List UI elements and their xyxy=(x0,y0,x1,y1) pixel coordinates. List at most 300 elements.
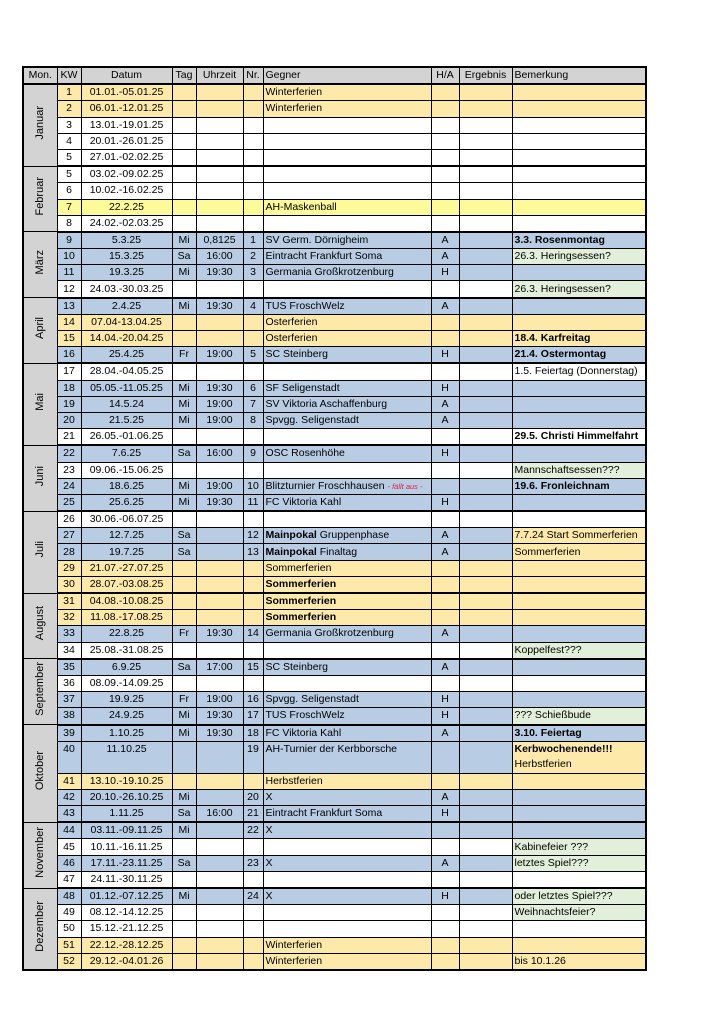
bemerkung-cell xyxy=(512,626,646,642)
nr-cell xyxy=(243,953,263,970)
cancelled-note: - fällt aus - xyxy=(387,481,423,491)
nr-cell: 22 xyxy=(243,822,263,839)
nr-cell xyxy=(243,773,263,789)
uhrzeit-cell xyxy=(196,528,243,544)
kw-cell: 16 xyxy=(57,347,81,364)
month-label: Dezember xyxy=(34,900,47,952)
ha-cell xyxy=(431,593,459,610)
table-row xyxy=(23,921,646,937)
tag-cell xyxy=(172,281,196,298)
kw-cell: 42 xyxy=(57,789,81,805)
header-gegner: Gegner xyxy=(263,67,431,84)
bemerkung-text: 21.4. Ostermontag xyxy=(514,348,607,361)
gegner-cell xyxy=(263,347,431,364)
ha-cell xyxy=(431,511,459,528)
tag-cell: Mi xyxy=(172,396,196,412)
ergebnis-cell xyxy=(459,822,512,839)
ergebnis-cell xyxy=(459,347,512,364)
gegner-cell xyxy=(263,855,431,871)
month-label: Februar xyxy=(34,177,47,216)
nr-cell xyxy=(243,199,263,215)
ha-cell xyxy=(431,560,459,576)
ergebnis-cell xyxy=(459,642,512,659)
table-row xyxy=(23,511,646,528)
ha-cell: H xyxy=(431,494,459,511)
gegner-text: Germania Großkrotzenburg xyxy=(265,266,394,279)
gegner-text: AH-Maskenball xyxy=(265,200,337,213)
table-row xyxy=(23,871,646,888)
ergebnis-cell xyxy=(459,265,512,281)
bemerkung-cell xyxy=(512,855,646,871)
table-row xyxy=(23,265,646,281)
gegner-cell xyxy=(263,215,431,232)
ha-cell xyxy=(431,183,459,199)
table-row xyxy=(23,215,646,232)
bemerkung-text: 26.3. Heringsessen? xyxy=(514,282,611,295)
tag-cell xyxy=(172,429,196,446)
month-label: Januar xyxy=(34,106,47,140)
nr-cell xyxy=(243,921,263,937)
datum-cell: 20.01.-26.01.25 xyxy=(81,133,172,149)
ergebnis-cell xyxy=(459,576,512,593)
datum-cell: 30.06.-06.07.25 xyxy=(81,511,172,528)
kw-cell: 8 xyxy=(57,215,81,232)
gegner-cell xyxy=(263,511,431,528)
ha-cell: A xyxy=(431,249,459,265)
tag-cell: Mi xyxy=(172,412,196,428)
uhrzeit-cell xyxy=(196,215,243,232)
table-row xyxy=(23,528,646,544)
tag-cell: Sa xyxy=(172,528,196,544)
bemerkung-text: 29.5. Christi Himmelfahrt xyxy=(514,430,639,443)
bemerkung-cell xyxy=(512,871,646,888)
tag-cell xyxy=(172,871,196,888)
table-row xyxy=(23,149,646,166)
tag-cell xyxy=(172,773,196,789)
nr-cell xyxy=(243,363,263,380)
uhrzeit-cell xyxy=(196,576,243,593)
table-row xyxy=(23,560,646,576)
bemerkung-cell xyxy=(512,412,646,428)
gegner-text: Gruppenphase xyxy=(316,529,390,542)
datum-cell: 19.9.25 xyxy=(81,692,172,708)
uhrzeit-cell: 19:00 xyxy=(196,347,243,364)
nr-cell: 8 xyxy=(243,412,263,428)
gegner-text: Winterferien xyxy=(265,954,323,967)
nr-cell: 2 xyxy=(243,249,263,265)
ergebnis-cell xyxy=(459,725,512,742)
datum-cell: 07.04-13.04.25 xyxy=(81,314,172,330)
uhrzeit-cell: 19:30 xyxy=(196,725,243,742)
datum-cell: 05.05.-11.05.25 xyxy=(81,380,172,396)
bemerkung-cell xyxy=(512,331,646,347)
table-row xyxy=(23,380,646,396)
month-label: August xyxy=(34,606,47,641)
gegner-text: Winterferien xyxy=(265,86,323,99)
ha-cell: A xyxy=(431,544,459,560)
gegner-cell xyxy=(263,429,431,446)
ha-cell: H xyxy=(431,380,459,396)
tag-cell xyxy=(172,149,196,166)
table-row xyxy=(23,937,646,953)
kw-cell: 44 xyxy=(57,822,81,839)
ergebnis-cell xyxy=(459,298,512,315)
ergebnis-cell xyxy=(459,215,512,232)
tag-cell: Fr xyxy=(172,626,196,642)
ha-cell xyxy=(431,642,459,659)
gegner-cell xyxy=(263,462,431,478)
ha-cell xyxy=(431,101,459,117)
gegner-cell xyxy=(263,298,431,315)
uhrzeit-cell xyxy=(196,462,243,478)
tag-cell xyxy=(172,183,196,199)
ha-cell xyxy=(431,84,459,101)
bemerkung-cell xyxy=(512,675,646,691)
uhrzeit-cell xyxy=(196,789,243,805)
ergebnis-cell xyxy=(459,905,512,921)
uhrzeit-cell xyxy=(196,610,243,626)
ergebnis-cell xyxy=(459,839,512,855)
month-label: Juni xyxy=(34,465,47,486)
gegner-text: X xyxy=(265,790,273,803)
tag-cell xyxy=(172,937,196,953)
kw-cell: 10 xyxy=(57,249,81,265)
table-row xyxy=(23,855,646,871)
datum-cell: 6.9.25 xyxy=(81,659,172,676)
bemerkung-cell xyxy=(512,593,646,610)
kw-cell: 4 xyxy=(57,133,81,149)
kw-cell: 27 xyxy=(57,528,81,544)
bemerkung-cell xyxy=(512,281,646,298)
kw-cell: 38 xyxy=(57,708,81,725)
bemerkung-cell xyxy=(512,822,646,839)
schedule-body xyxy=(23,84,646,970)
nr-cell xyxy=(243,576,263,593)
table-row xyxy=(23,659,646,676)
tag-cell xyxy=(172,199,196,215)
ha-cell xyxy=(431,215,459,232)
tag-cell xyxy=(172,166,196,183)
ergebnis-cell xyxy=(459,871,512,888)
datum-cell: 29.12.-04.01.26 xyxy=(81,953,172,970)
gegner-cell xyxy=(263,494,431,511)
bemerkung-cell xyxy=(512,249,646,265)
ha-cell: H xyxy=(431,888,459,905)
nr-cell xyxy=(243,166,263,183)
month-label-cell xyxy=(23,445,57,511)
nr-cell: 3 xyxy=(243,265,263,281)
kw-cell: 24 xyxy=(57,478,81,494)
table-row xyxy=(23,642,646,659)
gegner-cell xyxy=(263,953,431,970)
gegner-cell xyxy=(263,871,431,888)
bemerkung-cell xyxy=(512,741,646,773)
bemerkung-cell xyxy=(512,462,646,478)
tag-cell: Fr xyxy=(172,347,196,364)
nr-cell: 13 xyxy=(243,544,263,560)
nr-cell xyxy=(243,610,263,626)
ergebnis-cell xyxy=(459,445,512,462)
gegner-bold-text: Sommerferien xyxy=(265,611,337,624)
table-row xyxy=(23,725,646,742)
gegner-cell xyxy=(263,249,431,265)
bemerkung-text: Weihnachtsfeier? xyxy=(514,906,596,919)
uhrzeit-cell: 19:30 xyxy=(196,380,243,396)
table-row xyxy=(23,839,646,855)
kw-cell: 15 xyxy=(57,331,81,347)
uhrzeit-cell xyxy=(196,544,243,560)
ergebnis-cell xyxy=(459,380,512,396)
tag-cell: Mi xyxy=(172,708,196,725)
gegner-cell xyxy=(263,822,431,839)
tag-cell: Mi xyxy=(172,822,196,839)
nr-cell: 12 xyxy=(243,528,263,544)
gegner-text: AH-Turnier der Kerbborsche xyxy=(265,742,397,755)
gegner-cell xyxy=(263,905,431,921)
ergebnis-cell xyxy=(459,708,512,725)
tag-cell xyxy=(172,511,196,528)
nr-cell xyxy=(243,675,263,691)
kw-cell: 25 xyxy=(57,494,81,511)
ha-cell xyxy=(431,773,459,789)
bemerkung-text-2: Herbstferien xyxy=(514,757,572,770)
gegner-cell xyxy=(263,708,431,725)
table-row xyxy=(23,626,646,642)
ha-cell xyxy=(431,199,459,215)
nr-cell xyxy=(243,331,263,347)
gegner-cell xyxy=(263,642,431,659)
table-row xyxy=(23,101,646,117)
table-row xyxy=(23,708,646,725)
tag-cell xyxy=(172,462,196,478)
bemerkung-cell xyxy=(512,576,646,593)
nr-cell xyxy=(243,560,263,576)
table-row xyxy=(23,593,646,610)
tag-cell: Sa xyxy=(172,445,196,462)
ergebnis-cell xyxy=(459,149,512,166)
gegner-text: SV Germ. Dörnigheim xyxy=(265,233,369,246)
ha-cell: A xyxy=(431,789,459,805)
uhrzeit-cell xyxy=(196,149,243,166)
kw-cell: 35 xyxy=(57,659,81,676)
gegner-text: X xyxy=(265,890,273,903)
uhrzeit-cell xyxy=(196,888,243,905)
tag-cell xyxy=(172,839,196,855)
bemerkung-cell xyxy=(512,937,646,953)
ha-cell xyxy=(431,921,459,937)
table-row xyxy=(23,888,646,905)
nr-cell: 4 xyxy=(243,298,263,315)
kw-cell: 6 xyxy=(57,183,81,199)
uhrzeit-cell: 19:00 xyxy=(196,396,243,412)
uhrzeit-cell xyxy=(196,642,243,659)
ergebnis-cell xyxy=(459,888,512,905)
gegner-text: Finaltag xyxy=(316,545,358,558)
gegner-cell xyxy=(263,576,431,593)
uhrzeit-cell xyxy=(196,937,243,953)
ha-cell: A xyxy=(431,396,459,412)
ergebnis-cell xyxy=(459,281,512,298)
nr-cell xyxy=(243,117,263,133)
tag-cell xyxy=(172,215,196,232)
ergebnis-cell xyxy=(459,675,512,691)
uhrzeit-cell: 0,8125 xyxy=(196,232,243,249)
bemerkung-cell xyxy=(512,298,646,315)
tag-cell xyxy=(172,331,196,347)
header-ha: H/A xyxy=(431,67,459,84)
uhrzeit-cell: 19:00 xyxy=(196,478,243,494)
tag-cell: Sa xyxy=(172,855,196,871)
tag-cell: Mi xyxy=(172,265,196,281)
table-row xyxy=(23,429,646,446)
month-label: Mai xyxy=(34,392,47,411)
datum-cell: 15.3.25 xyxy=(81,249,172,265)
datum-cell: 08.12.-14.12.25 xyxy=(81,905,172,921)
month-label-cell xyxy=(23,888,57,970)
bemerkung-cell xyxy=(512,183,646,199)
ergebnis-cell xyxy=(459,396,512,412)
ergebnis-cell xyxy=(459,183,512,199)
nr-cell xyxy=(243,133,263,149)
gegner-text: TUS FroschWelz xyxy=(265,299,345,312)
ergebnis-cell xyxy=(459,249,512,265)
datum-cell: 19.7.25 xyxy=(81,544,172,560)
datum-cell: 25.08.-31.08.25 xyxy=(81,642,172,659)
gegner-cell xyxy=(263,675,431,691)
uhrzeit-cell: 19:30 xyxy=(196,626,243,642)
ha-cell xyxy=(431,576,459,593)
bemerkung-cell xyxy=(512,166,646,183)
gegner-cell xyxy=(263,659,431,676)
datum-cell: 21.5.25 xyxy=(81,412,172,428)
datum-cell: 25.6.25 xyxy=(81,494,172,511)
datum-cell: 24.11.-30.11.25 xyxy=(81,871,172,888)
bemerkung-text: ??? Schießbude xyxy=(514,709,591,722)
datum-cell: 11.10.25 xyxy=(81,741,172,773)
ha-cell xyxy=(431,117,459,133)
table-row xyxy=(23,314,646,330)
gegner-text: Sommerferien xyxy=(265,561,332,574)
gegner-text: Spvgg. Seligenstadt xyxy=(265,693,359,706)
gegner-cell xyxy=(263,593,431,610)
bemerkung-text: Mannschaftsessen??? xyxy=(514,463,620,476)
tag-cell: Mi xyxy=(172,298,196,315)
ergebnis-cell xyxy=(459,314,512,330)
month-label-cell xyxy=(23,84,57,166)
uhrzeit-cell xyxy=(196,429,243,446)
kw-cell: 39 xyxy=(57,725,81,742)
ergebnis-cell xyxy=(459,133,512,149)
datum-cell: 10.11.-16.11.25 xyxy=(81,839,172,855)
bemerkung-cell xyxy=(512,725,646,742)
kw-cell: 51 xyxy=(57,937,81,953)
tag-cell: Mi xyxy=(172,725,196,742)
nr-cell: 21 xyxy=(243,806,263,823)
month-label-cell xyxy=(23,725,57,823)
ha-cell: A xyxy=(431,528,459,544)
bemerkung-cell xyxy=(512,921,646,937)
uhrzeit-cell: 19:30 xyxy=(196,708,243,725)
datum-cell: 01.01.-05.01.25 xyxy=(81,84,172,101)
ha-cell: H xyxy=(431,692,459,708)
tag-cell: Mi xyxy=(172,789,196,805)
table-row xyxy=(23,462,646,478)
ergebnis-cell xyxy=(459,478,512,494)
kw-cell: 7 xyxy=(57,199,81,215)
ergebnis-cell xyxy=(459,84,512,101)
table-row xyxy=(23,953,646,970)
gegner-cell xyxy=(263,133,431,149)
table-row xyxy=(23,478,646,494)
header-datum: Datum xyxy=(81,67,172,84)
gegner-bold-text: Sommerferien xyxy=(265,577,337,590)
gegner-cell xyxy=(263,265,431,281)
ha-cell xyxy=(431,741,459,773)
ergebnis-cell xyxy=(459,462,512,478)
bemerkung-cell xyxy=(512,232,646,249)
ha-cell: H xyxy=(431,347,459,364)
bemerkung-cell xyxy=(512,429,646,446)
table-row xyxy=(23,117,646,133)
nr-cell: 10 xyxy=(243,478,263,494)
tag-cell xyxy=(172,610,196,626)
bemerkung-text: 18.4. Karfreitag xyxy=(514,332,591,345)
gegner-cell xyxy=(263,560,431,576)
kw-cell: 43 xyxy=(57,806,81,823)
nr-cell xyxy=(243,642,263,659)
table-row xyxy=(23,445,646,462)
uhrzeit-cell xyxy=(196,560,243,576)
gegner-cell xyxy=(263,84,431,101)
gegner-bold-text: Mainpokal xyxy=(265,545,317,558)
bemerkung-text: 1.5. Feiertag (Donnerstag) xyxy=(514,365,638,378)
gegner-cell xyxy=(263,692,431,708)
gegner-bold-text: Sommerferien xyxy=(265,595,337,608)
gegner-text: Blitzturnier Froschhausen xyxy=(265,479,385,492)
gegner-cell xyxy=(263,363,431,380)
nr-cell: 5 xyxy=(243,347,263,364)
month-label-cell xyxy=(23,363,57,445)
bemerkung-cell xyxy=(512,314,646,330)
datum-cell: 27.01.-02.02.25 xyxy=(81,149,172,166)
bemerkung-cell xyxy=(512,642,646,659)
datum-cell: 03.02.-09.02.25 xyxy=(81,166,172,183)
nr-cell xyxy=(243,101,263,117)
ha-cell: A xyxy=(431,232,459,249)
table-row xyxy=(23,789,646,805)
datum-cell: 22.8.25 xyxy=(81,626,172,642)
bemerkung-cell xyxy=(512,773,646,789)
datum-cell: 25.4.25 xyxy=(81,347,172,364)
header-tag: Tag xyxy=(172,67,196,84)
gegner-cell xyxy=(263,610,431,626)
tag-cell xyxy=(172,133,196,149)
nr-cell: 18 xyxy=(243,725,263,742)
month-label: September xyxy=(34,662,47,717)
tag-cell: Mi xyxy=(172,478,196,494)
table-row xyxy=(23,347,646,364)
datum-cell: 2.4.25 xyxy=(81,298,172,315)
month-label-cell xyxy=(23,822,57,888)
datum-cell: 03.11.-09.11.25 xyxy=(81,822,172,839)
gegner-cell xyxy=(263,314,431,330)
ha-cell: A xyxy=(431,412,459,428)
ha-cell xyxy=(431,822,459,839)
nr-cell: 7 xyxy=(243,396,263,412)
ergebnis-cell xyxy=(459,610,512,626)
ha-cell: A xyxy=(431,725,459,742)
datum-cell: 10.02.-16.02.25 xyxy=(81,183,172,199)
